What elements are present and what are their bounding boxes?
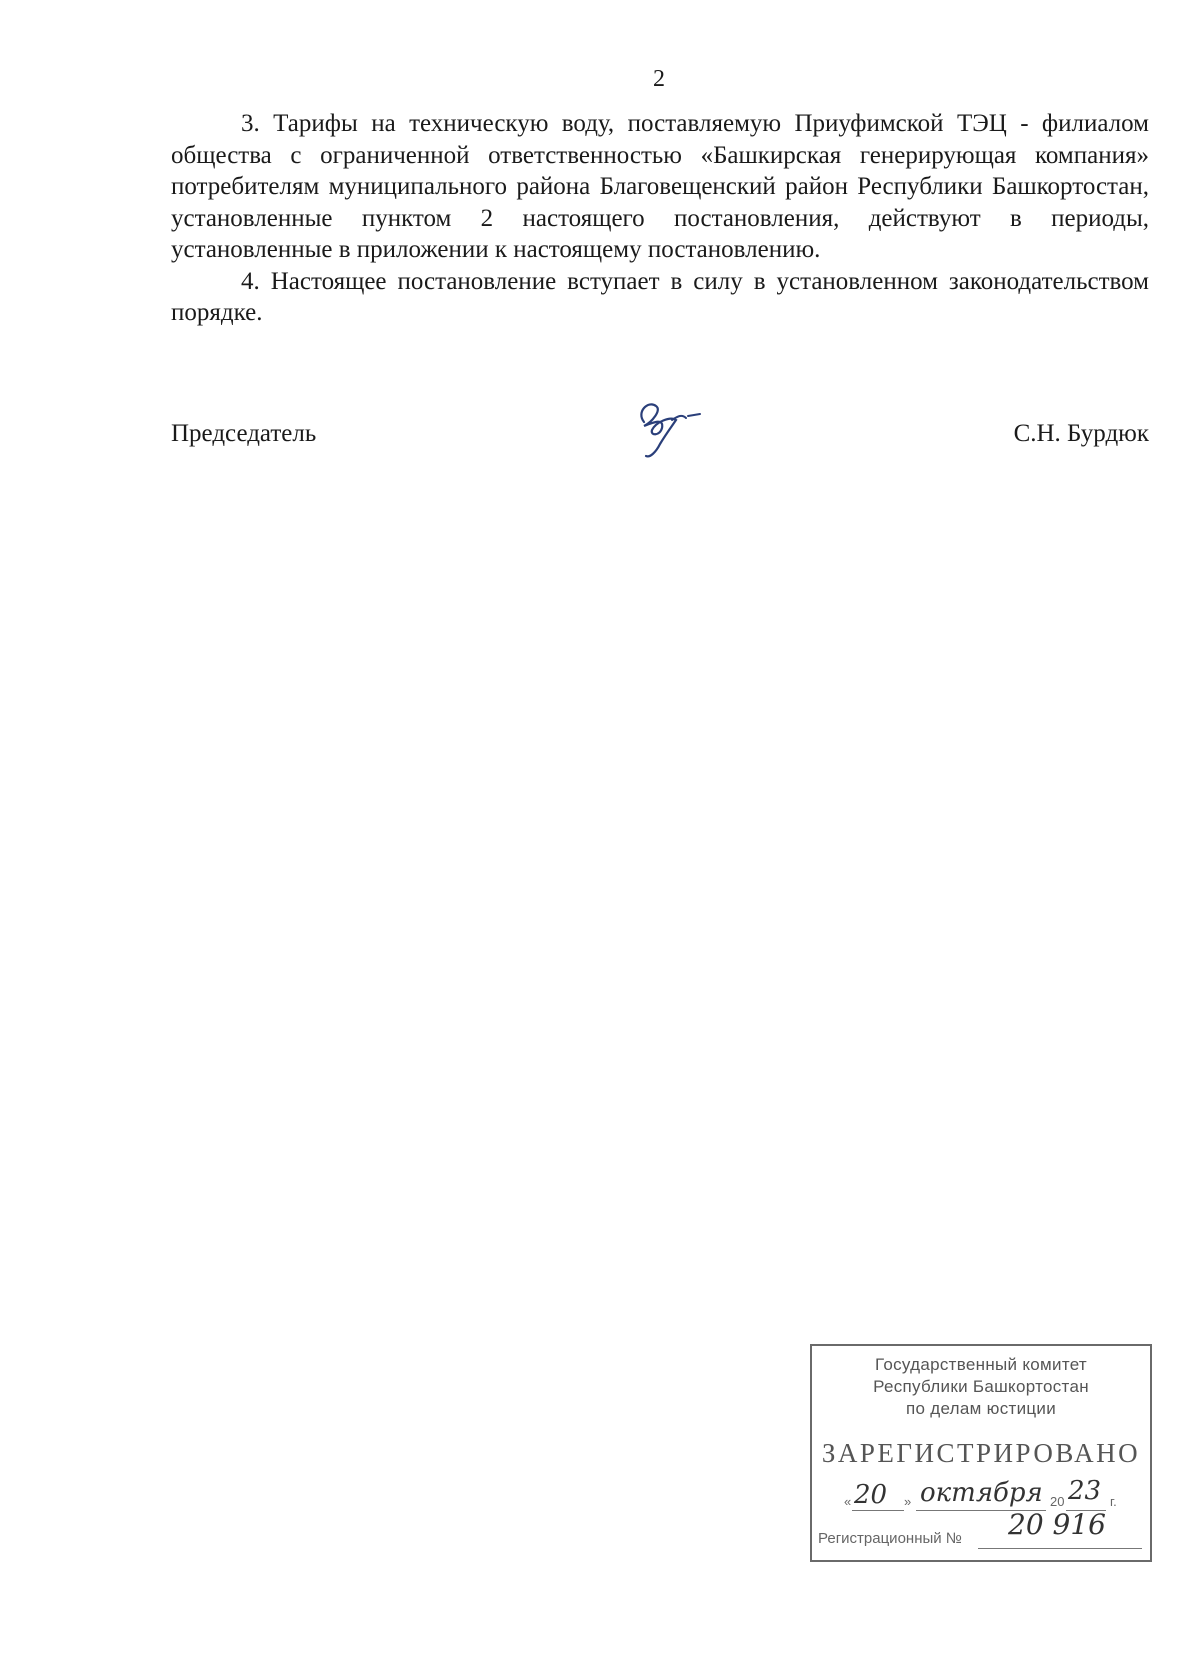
stamp-reg-label: Регистрационный № <box>818 1530 962 1547</box>
paragraph-4: 4. Настоящее постановление вступает в силу в установленном законодательством порядке. <box>171 267 1149 326</box>
page-number: 2 <box>653 66 665 92</box>
registration-stamp <box>810 1344 1152 1562</box>
stamp-org-line: Республики Башкортостан <box>873 1377 1089 1396</box>
stamp-year-unit: г. <box>1110 1494 1117 1509</box>
stamp-date: « 20 » октября 20 23 г. <box>844 1476 1117 1510</box>
stamp-year-suffix: 23 <box>1068 1476 1102 1506</box>
handwritten-signature <box>626 392 706 462</box>
stamp-year-prefix: 20 <box>1050 1494 1065 1509</box>
stamp-registered-label: ЗАРЕГИСТРИРОВАНО <box>821 1438 1141 1468</box>
stamp-registration-number <box>818 1508 1148 1547</box>
stamp-org-line: по делам юстиции <box>905 1399 1057 1418</box>
signature-block <box>171 420 1149 460</box>
stamp-reg-number: 20 916 <box>1008 1508 1106 1541</box>
signatory-name: С.Н. Бурдюк <box>1013 420 1149 447</box>
stamp-organization <box>812 1354 1150 1420</box>
signatory-title: Председатель <box>171 420 317 447</box>
stamp-month: октября <box>920 1478 1043 1508</box>
stamp-day: 20 <box>854 1480 888 1510</box>
stamp-org-line: Государственный комитет <box>874 1355 1088 1374</box>
document-body <box>171 108 1149 329</box>
paragraph-3: 3. Тарифы на техническую воду, поставляемую Приуфимской ТЭЦ - филиалом общества с ограниченной ответственностью «Башкирская генерирующая компания» потребителям муниципального района Благовещенский район Республики Башкортостан, установленные пунктом 2 настоящего постановления, действуют в периоды, установленные в приложении к настоящему постановлению. <box>171 110 1149 263</box>
